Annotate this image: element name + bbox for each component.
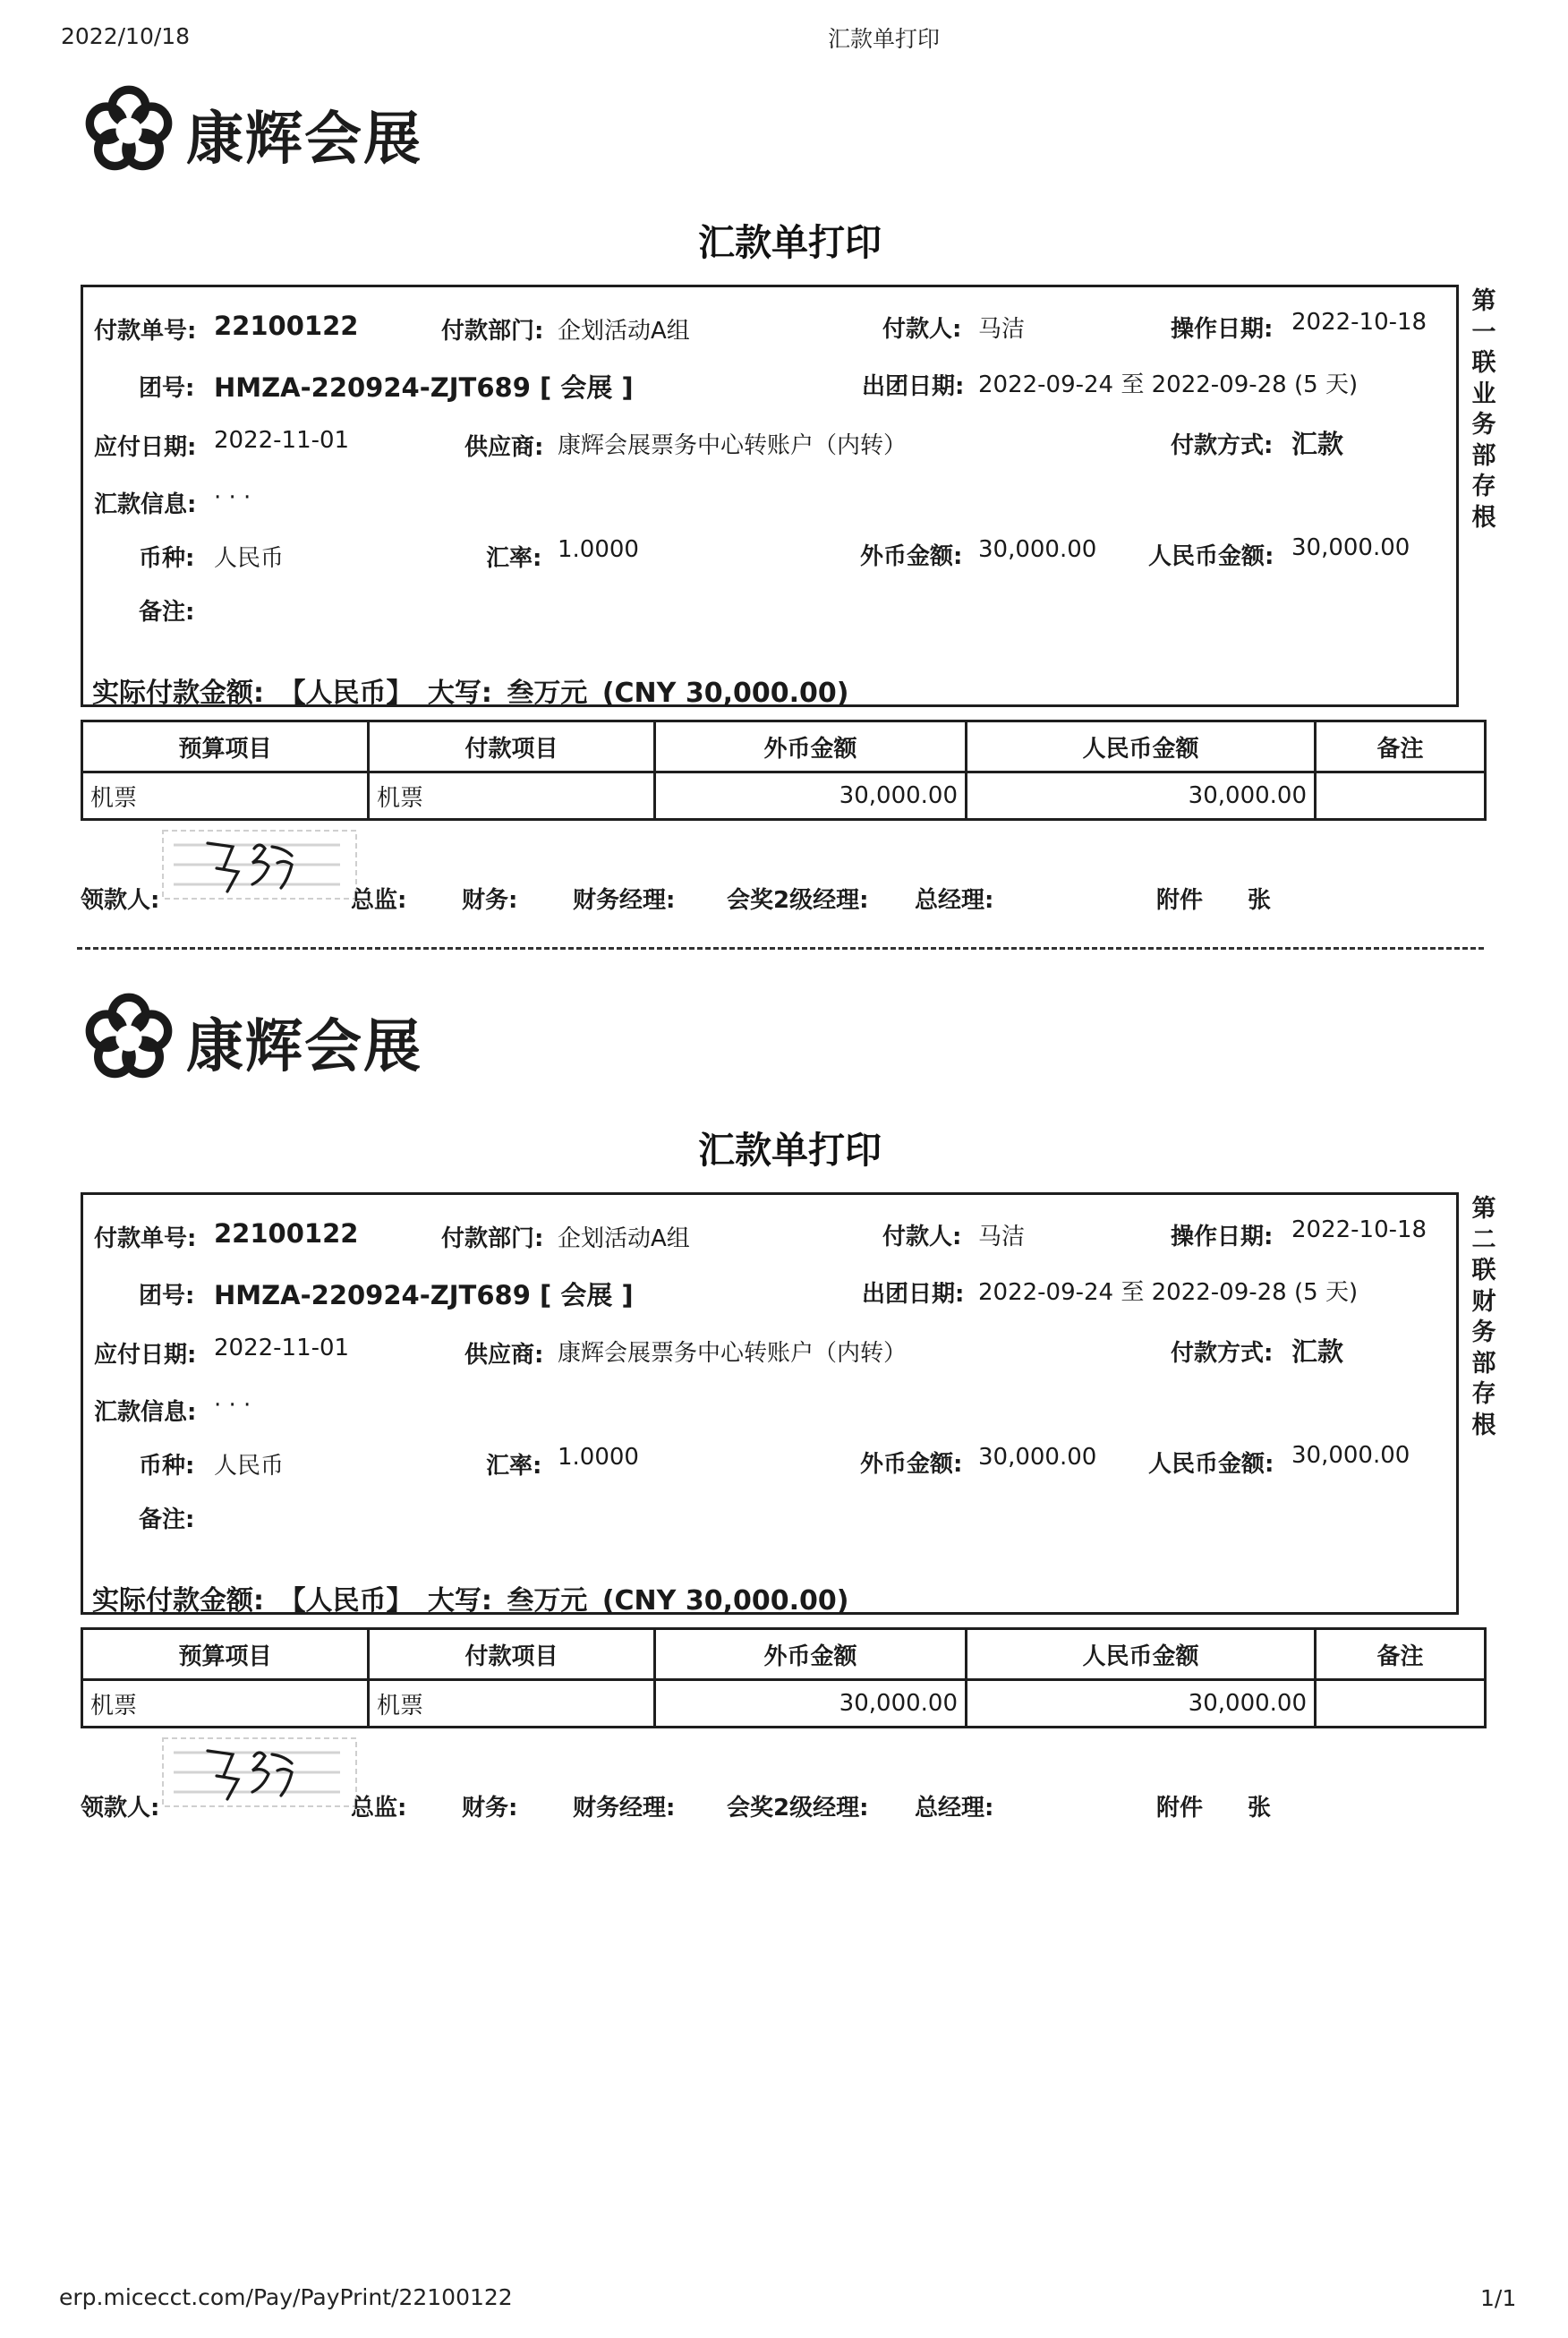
rate-label: 汇率: bbox=[486, 545, 542, 572]
brand-name: 康辉会展 bbox=[186, 1014, 422, 1080]
foreign-amount-label: 外币金额: bbox=[860, 1451, 963, 1478]
cny-amount-value: 30,000.00 bbox=[1291, 1442, 1410, 1469]
cny-amount-value: 30,000.00 bbox=[1291, 534, 1410, 561]
cny-amount-label: 人民币金额: bbox=[1148, 1451, 1274, 1478]
flower-logo-icon bbox=[82, 990, 175, 1083]
side-char: 存 bbox=[1471, 473, 1496, 500]
side-char: 存 bbox=[1471, 1380, 1496, 1408]
due-date-value: 2022-11-01 bbox=[214, 427, 350, 454]
finance-manager-label: 财务经理: bbox=[573, 887, 676, 914]
director-label: 总监: bbox=[351, 1795, 407, 1822]
remit-info-value: · · · bbox=[214, 1392, 251, 1419]
copy-side-label bbox=[1468, 1194, 1500, 1441]
payer-value: 马洁 bbox=[978, 1224, 1026, 1250]
col-foreign-amount: 外币金额 bbox=[655, 1629, 967, 1680]
finance-label: 财务: bbox=[462, 887, 518, 914]
print-header-title: 汇款单打印 bbox=[828, 26, 941, 52]
actual-amount-label: 实际付款金额: bbox=[92, 1585, 264, 1617]
group-no-value: HMZA-220924-ZJT689 [ 会展 ] bbox=[214, 1280, 634, 1310]
cell-pay-item: 机票 bbox=[369, 1680, 655, 1728]
pay-method-label: 付款方式: bbox=[1171, 432, 1274, 459]
op-date-label: 操作日期: bbox=[1171, 1224, 1274, 1250]
rate-value: 1.0000 bbox=[558, 1444, 639, 1471]
depart-date-value: 2022-09-24 至 2022-09-28 (5 天) bbox=[978, 1279, 1359, 1306]
page-number: 1/1 bbox=[1480, 2285, 1517, 2311]
group-no-label: 团号: bbox=[139, 1283, 195, 1310]
side-char: 第 bbox=[1471, 1195, 1496, 1223]
cell-pay-item: 机票 bbox=[369, 772, 655, 820]
actual-amount-label: 实际付款金额: bbox=[92, 678, 264, 709]
supplier-value: 康辉会展票务中心转账户（内转） bbox=[558, 432, 908, 459]
pay-method-label: 付款方式: bbox=[1171, 1340, 1274, 1367]
pay-no-label: 付款单号: bbox=[94, 1225, 197, 1252]
due-date-value: 2022-11-01 bbox=[214, 1335, 350, 1361]
actual-cny-value: (CNY 30,000.00) bbox=[601, 678, 849, 709]
cell-foreign-amount: 30,000.00 bbox=[655, 772, 967, 820]
side-char: 联 bbox=[1471, 1257, 1496, 1284]
rate-label: 汇率: bbox=[486, 1453, 542, 1480]
pay-no-value: 22100122 bbox=[214, 1218, 359, 1249]
payer-value: 马洁 bbox=[978, 316, 1026, 343]
side-char: 根 bbox=[1471, 1411, 1496, 1439]
department-label: 付款部门: bbox=[441, 318, 544, 345]
voucher-copy-2 bbox=[0, 908, 1568, 1822]
finance-manager-label: 财务经理: bbox=[573, 1795, 676, 1822]
currency-label: 币种: bbox=[139, 1453, 195, 1480]
side-char: 财 bbox=[1471, 1287, 1496, 1316]
foreign-amount-value: 30,000.00 bbox=[978, 1444, 1097, 1471]
actual-cny-value: (CNY 30,000.00) bbox=[601, 1585, 849, 1617]
pay-no-value: 22100122 bbox=[214, 311, 359, 341]
side-char: 联 bbox=[1471, 349, 1496, 377]
side-char: 务 bbox=[1471, 411, 1496, 439]
pay-no-label: 付款单号: bbox=[94, 318, 197, 345]
supplier-value: 康辉会展票务中心转账户（内转） bbox=[558, 1340, 908, 1367]
attachment-label: 附件 bbox=[1156, 1795, 1204, 1822]
supplier-label: 供应商: bbox=[464, 434, 544, 461]
award-manager-label: 会奖2级经理: bbox=[727, 887, 869, 914]
payer-label: 付款人: bbox=[882, 316, 962, 343]
group-no-value: HMZA-220924-ZJT689 [ 会展 ] bbox=[214, 372, 634, 403]
form-title: 汇款单打印 bbox=[698, 221, 882, 264]
rate-value: 1.0000 bbox=[558, 536, 639, 563]
general-manager-label: 总经理: bbox=[915, 1795, 994, 1822]
foreign-amount-value: 30,000.00 bbox=[978, 536, 1097, 563]
actual-upper-label: 大写: bbox=[427, 678, 492, 709]
col-budget-item: 预算项目 bbox=[82, 721, 369, 772]
actual-amount-line bbox=[92, 1578, 854, 1617]
op-date-value: 2022-10-18 bbox=[1291, 1216, 1427, 1243]
cell-foreign-amount: 30,000.00 bbox=[655, 1680, 967, 1728]
sign-off-row bbox=[0, 1789, 1568, 1825]
currency-value: 人民币 bbox=[214, 545, 285, 572]
col-foreign-amount: 外币金额 bbox=[655, 721, 967, 772]
depart-date-label: 出团日期: bbox=[862, 373, 965, 400]
print-date: 2022/10/18 bbox=[61, 23, 191, 49]
items-table bbox=[81, 720, 1487, 821]
form-title: 汇款单打印 bbox=[698, 1129, 882, 1172]
award-manager-label: 会奖2级经理: bbox=[727, 1795, 869, 1822]
attachment-label: 附件 bbox=[1156, 887, 1204, 914]
cell-remark bbox=[1316, 1680, 1486, 1728]
col-pay-item: 付款项目 bbox=[369, 1629, 655, 1680]
due-date-label: 应付日期: bbox=[94, 434, 197, 461]
side-char: 部 bbox=[1471, 441, 1496, 470]
department-label: 付款部门: bbox=[441, 1225, 544, 1252]
side-char: 第 bbox=[1471, 287, 1496, 315]
general-manager-label: 总经理: bbox=[915, 887, 994, 914]
remarks-label: 备注: bbox=[139, 599, 195, 626]
pay-method-value: 汇款 bbox=[1291, 1336, 1344, 1367]
remit-info-value: · · · bbox=[214, 484, 251, 511]
op-date-label: 操作日期: bbox=[1171, 316, 1274, 343]
payment-info-box bbox=[81, 285, 1459, 707]
side-char: 部 bbox=[1471, 1349, 1496, 1378]
remit-info-label: 汇款信息: bbox=[94, 1399, 197, 1426]
group-no-label: 团号: bbox=[139, 375, 195, 402]
supplier-label: 供应商: bbox=[464, 1342, 544, 1369]
pay-method-value: 汇款 bbox=[1291, 429, 1344, 459]
actual-upper-value: 叁万元 bbox=[507, 678, 588, 709]
payment-info-box bbox=[81, 1192, 1459, 1615]
actual-currency: 【人民币】 bbox=[278, 1585, 413, 1617]
col-remark: 备注 bbox=[1316, 1629, 1486, 1680]
cny-amount-label: 人民币金额: bbox=[1148, 543, 1274, 570]
voucher-copy-1 bbox=[0, 0, 1568, 914]
actual-upper-value: 叁万元 bbox=[507, 1585, 588, 1617]
director-label: 总监: bbox=[351, 887, 407, 914]
cell-budget-item: 机票 bbox=[82, 772, 369, 820]
cell-remark bbox=[1316, 772, 1486, 820]
brand-name: 康辉会展 bbox=[186, 107, 422, 173]
col-cny-amount: 人民币金额 bbox=[967, 721, 1316, 772]
department-value: 企划活动A组 bbox=[558, 318, 690, 345]
col-remark: 备注 bbox=[1316, 721, 1486, 772]
foreign-amount-label: 外币金额: bbox=[860, 543, 963, 570]
finance-label: 财务: bbox=[462, 1795, 518, 1822]
actual-amount-line bbox=[92, 670, 854, 710]
side-char: 二 bbox=[1471, 1225, 1496, 1254]
actual-upper-label: 大写: bbox=[427, 1585, 492, 1617]
receiver-label: 领款人: bbox=[81, 887, 160, 914]
receiver-label: 领款人: bbox=[81, 1795, 160, 1822]
side-char: 一 bbox=[1471, 318, 1496, 346]
cell-budget-item: 机票 bbox=[82, 1680, 369, 1728]
due-date-label: 应付日期: bbox=[94, 1342, 197, 1369]
table-row bbox=[82, 772, 1486, 820]
cell-cny-amount: 30,000.00 bbox=[967, 772, 1316, 820]
table-row bbox=[82, 1680, 1486, 1728]
actual-currency: 【人民币】 bbox=[278, 678, 413, 709]
payer-label: 付款人: bbox=[882, 1224, 962, 1250]
table-header-row bbox=[82, 1629, 1486, 1680]
side-char: 业 bbox=[1471, 380, 1496, 408]
attachment-unit: 张 bbox=[1248, 1795, 1272, 1822]
page-url: erp.micecct.com/Pay/PayPrint/22100122 bbox=[59, 2284, 513, 2310]
table-header-row bbox=[82, 721, 1486, 772]
department-value: 企划活动A组 bbox=[558, 1225, 690, 1252]
copy-side-label bbox=[1468, 286, 1500, 533]
items-table bbox=[81, 1627, 1487, 1728]
remit-info-label: 汇款信息: bbox=[94, 491, 197, 518]
currency-value: 人民币 bbox=[214, 1453, 285, 1480]
col-budget-item: 预算项目 bbox=[82, 1629, 369, 1680]
side-char: 务 bbox=[1471, 1318, 1496, 1346]
attachment-unit: 张 bbox=[1248, 887, 1272, 914]
currency-label: 币种: bbox=[139, 545, 195, 572]
flower-logo-icon bbox=[82, 82, 175, 175]
op-date-value: 2022-10-18 bbox=[1291, 309, 1427, 336]
brand-logo bbox=[82, 990, 422, 1088]
col-cny-amount: 人民币金额 bbox=[967, 1629, 1316, 1680]
brand-logo bbox=[82, 82, 422, 181]
remarks-label: 备注: bbox=[139, 1506, 195, 1533]
cell-cny-amount: 30,000.00 bbox=[967, 1680, 1316, 1728]
depart-date-value: 2022-09-24 至 2022-09-28 (5 天) bbox=[978, 371, 1359, 398]
side-char: 根 bbox=[1471, 503, 1496, 532]
col-pay-item: 付款项目 bbox=[369, 721, 655, 772]
depart-date-label: 出团日期: bbox=[862, 1281, 965, 1308]
